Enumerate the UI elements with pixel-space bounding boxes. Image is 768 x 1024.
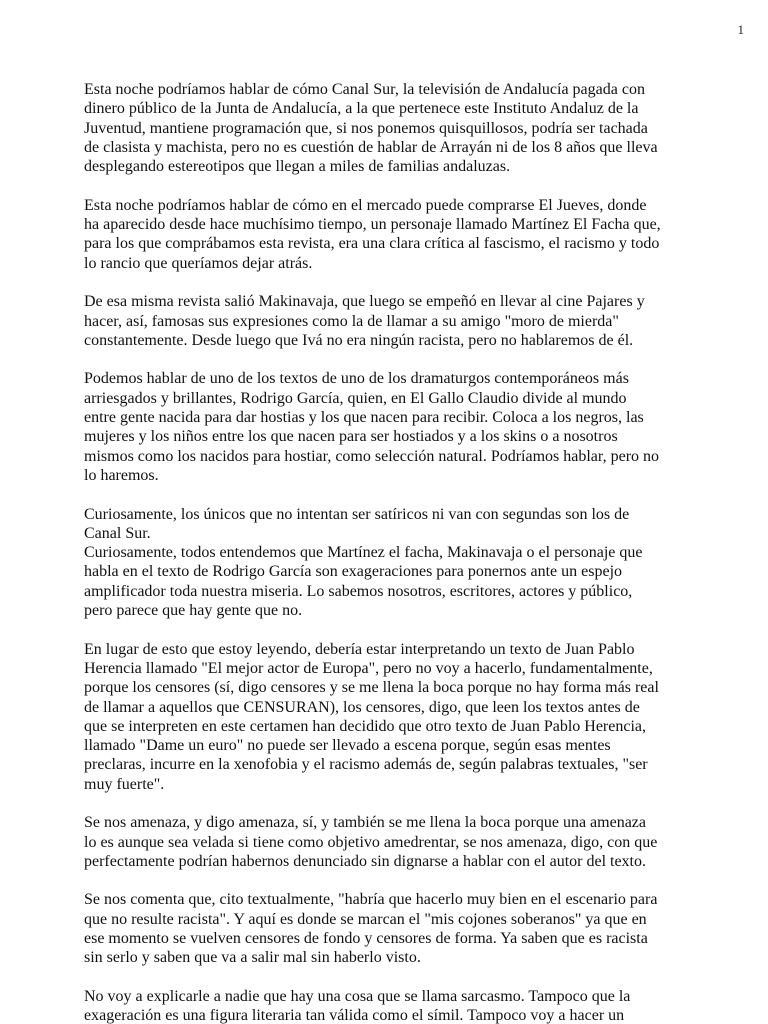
paragraph xyxy=(84,80,744,176)
text-line: que se interpreten en este certamen han decidido que otro texto de Juan Pablo Herencia, xyxy=(84,717,646,735)
text-line: hacer, así, famosas sus expresiones como la de llamar a su amigo "moro de mierda" xyxy=(84,312,619,330)
page-number: 1 xyxy=(737,22,744,37)
paragraph xyxy=(84,640,744,794)
body-text xyxy=(84,80,744,1024)
text-line: lo haremos. xyxy=(84,466,159,484)
text-line: Se nos amenaza, y digo amenaza, sí, y también se me llena la boca porque una amenaza xyxy=(84,814,646,832)
text-line: para los que comprábamos esta revista, era una clara crítica al fascismo, el racismo y todo xyxy=(84,235,660,253)
text-line: desplegando estereotipos que llegan a miles de familias andaluzas. xyxy=(84,158,511,176)
text-line: mujeres y los niños entre los que nacen para ser hostiados y a los skins o a nosotros xyxy=(84,428,618,446)
text-line: Herencia llamado "El mejor actor de Europa", pero no voy a hacerlo, fundamentalmente, xyxy=(84,659,653,677)
text-line: que no resulte racista". Y aquí es donde se marcan el "mis cojones soberanos" ya que en xyxy=(84,910,647,928)
text-line: No voy a explicarle a nadie que hay una cosa que se llama sarcasmo. Tampoco que la xyxy=(84,987,631,1005)
text-line: Curiosamente, los únicos que no intentan ser satíricos ni van con segundas son los de xyxy=(84,505,630,523)
text-line: Se nos comenta que, cito textualmente, "habría que hacerlo muy bien en el escenario para xyxy=(84,891,658,909)
text-line: Curiosamente, todos entendemos que Martínez el facha, Makinavaja o el personaje que xyxy=(84,544,643,562)
text-line: Esta noche podríamos hablar de cómo Canal Sur, la televisión de Andalucía pagada con xyxy=(84,81,645,98)
text-line: Juventud, mantiene programación que, si nos ponemos quisquillosos, podría ser tachada xyxy=(84,119,648,137)
paragraph xyxy=(84,292,744,350)
paragraph xyxy=(84,505,744,621)
text-line: lo rancio que queríamos dejar atrás. xyxy=(84,254,313,272)
paragraph xyxy=(84,987,744,1024)
paragraph xyxy=(84,890,744,967)
paragraph xyxy=(84,196,744,273)
text-line: muy fuerte". xyxy=(84,775,165,793)
text-line: arriesgados y brillantes, Rodrigo García, quien, en El Gallo Claudio divide al mundo xyxy=(84,389,627,407)
text-line: Podemos hablar de uno de los textos de uno de los dramaturgos contemporáneos más xyxy=(84,370,629,388)
paragraph xyxy=(84,813,744,871)
text-line: habla en el texto de Rodrigo García son exageraciones para ponernos ante un espejo xyxy=(84,563,623,581)
text-line: preclaras, incurre en la xenofobia y el racismo además de, según palabras textuales, "ser xyxy=(84,756,648,774)
text-line: lo es aunque sea velada si tiene como objetivo amedrentar, se nos amenaza, digo, con que xyxy=(84,833,658,851)
text-line: Esta noche podríamos hablar de cómo en el mercado puede comprarse El Jueves, donde xyxy=(84,196,647,214)
text-line: llamado "Dame un euro" no puede ser llevado a escena porque, según esas mentes xyxy=(84,737,611,755)
text-line: dinero público de la Junta de Andalucía, a la que pertenece este Instituto Andaluz de la xyxy=(84,100,639,118)
text-line: ese momento se vuelven censores de fondo y censores de forma. Ya saben que es racista xyxy=(84,930,648,948)
text-line: constantemente. Desde luego que Ivá no era ningún racista, pero no hablaremos de él. xyxy=(84,331,634,349)
text-line: En lugar de esto que estoy leyendo, debería estar interpretando un texto de Juan Pablo xyxy=(84,640,635,658)
paragraph xyxy=(84,369,744,485)
text-line: ha aparecido desde hace muchísimo tiempo, un personaje llamado Martínez El Facha que, xyxy=(84,216,661,234)
text-line: Canal Sur. xyxy=(84,524,151,542)
text-line: amplificador toda nuestra miseria. Lo sabemos nosotros, escritores, actores y público, xyxy=(84,582,633,600)
text-line: exageración es una figura literaria tan válida como el símil. Tampoco voy a hacer un xyxy=(84,1007,625,1024)
text-line: porque los censores (sí, digo censores y se me llena la boca porque no hay forma más real xyxy=(84,679,659,697)
text-line: de clasista y machista, pero no es cuestión de hablar de Arrayán ni de los 8 años que lleva xyxy=(84,138,658,156)
text-line: perfectamente podrían habernos denunciado sin dignarse a hablar con el autor del texto. xyxy=(84,852,646,870)
text-line: pero parece que hay gente que no. xyxy=(84,602,303,620)
text-line: entre gente nacida para dar hostias y los que nacen para recibir. Coloca a los negros, las xyxy=(84,409,644,427)
text-line: mismos como los nacidos para hostiar, como selección natural. Podríamos hablar, pero no xyxy=(84,447,660,465)
text-line: de llamar a aquellos que CENSURAN), los censores, digo, que leen los textos antes de xyxy=(84,698,640,716)
text-line: sin serlo y saben que va a salir mal sin haberlo visto. xyxy=(84,949,421,967)
text-line: De esa misma revista salió Makinavaja, que luego se empeñó en llevar al cine Pajares y xyxy=(84,293,645,311)
